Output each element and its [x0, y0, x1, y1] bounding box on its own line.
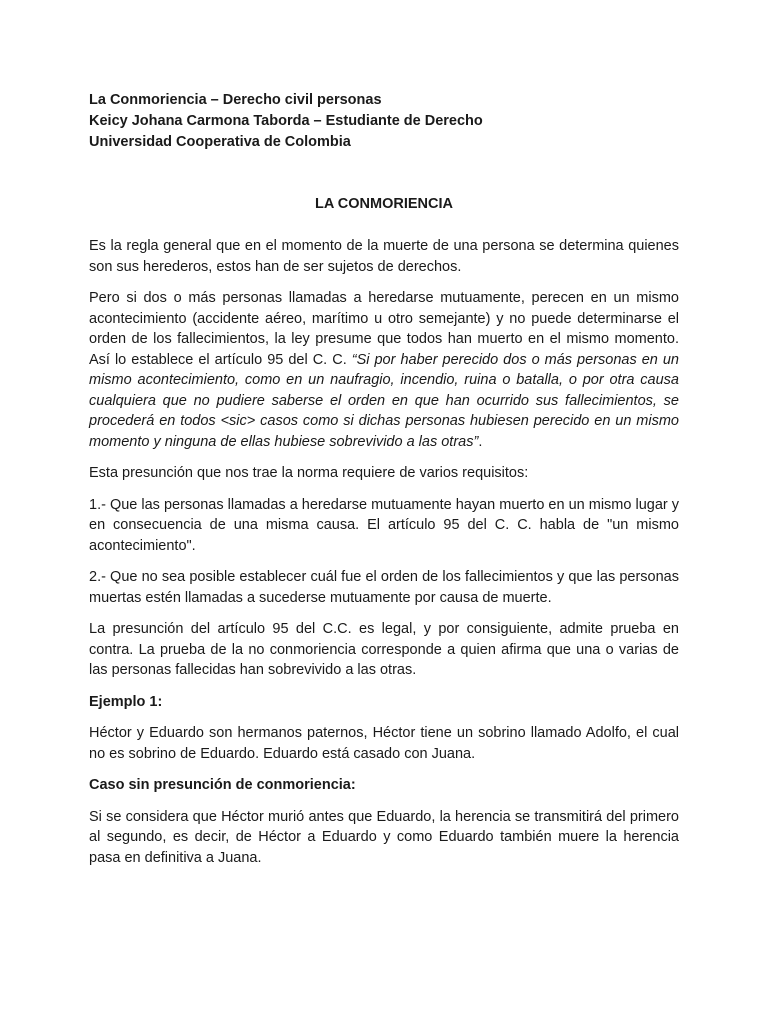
paragraph-requirement-2: 2.- Que no sea posible establecer cuál fue el orden de los fallecimientos y que las personas muertas estén llamadas a sucederse mutuamente por causa de muerte. [89, 569, 679, 606]
paragraph-requirements-intro: Esta presunción que nos trae la norma requiere de varios requisitos: [89, 465, 529, 481]
example-heading: Ejemplo 1: [89, 693, 163, 710]
article-95-quote: “Si por haber perecido dos o más personas en un mismo acontecimiento, como en un naufragio, incendio, ruina o batalla, o por otra causa cualquiera que no pudiere saberse el orden en que han ocurrido sus fallecimientos, se procederá en todos <sic> casos como si dichas personas hubiesen perecido en un mismo momento y ninguna de ellas hubiese sobrevivido a las otras” [89, 351, 679, 450]
paragraph-article-95-text: Pero si dos o más personas llamadas a heredarse mutuamente, perecen en un mismo acontecimiento (accidente aéreo, marítimo u otro semejante) y no puede determinarse el orden de los fallecimientos, la ley presume que todos han muerto en el mismo momento. Así lo establece el artículo 95 del C. C. [89, 290, 679, 368]
paragraph-case-without-presumption: Si se considera que Héctor murió antes que Eduardo, la herencia se transmitirá del primero al segundo, es decir, de Héctor a Eduardo y como Eduardo también muere la herencia pasa en definitiva a Juana. [89, 808, 679, 866]
paragraph-article-95-end: . [478, 433, 483, 450]
header-institution: Universidad Cooperativa de Colombia [89, 134, 351, 150]
paragraph-requirement-1: 1.- Que las personas llamadas a heredarse mutuamente hayan muerto en un mismo lugar y en consecuencia de una misma causa. El artículo 95 del C. C. habla de "un mismo acontecimiento". [89, 496, 679, 554]
paragraph-intro: Es la regla general que en el momento de la muerte de una persona se determina quienes son sus herederos, estos han de ser sujetos de derechos. [89, 238, 679, 275]
paragraph-article-95 [89, 288, 679, 452]
header-topic: La Conmoriencia – Derecho civil personas [89, 92, 382, 108]
header-author: Keicy Johana Carmona Taborda – Estudiante de Derecho [89, 113, 483, 129]
document-title: LA CONMORIENCIA [314, 196, 453, 212]
paragraph-legal-presumption: La presunción del artículo 95 del C.C. es legal, y por consiguiente, admite prueba en contra. La prueba de la no conmoriencia corresponde a quien afirma que una o varias de las personas fallecidas han sobrevivido a las otras. [89, 621, 679, 678]
case-heading: Caso sin presunción de conmoriencia: [89, 777, 356, 793]
paragraph-example-1: Héctor y Eduardo son hermanos paternos, Héctor tiene un sobrino llamado Adolfo, el cual no es sobrino de Eduardo. Eduardo está casado con Juana. [89, 725, 679, 762]
